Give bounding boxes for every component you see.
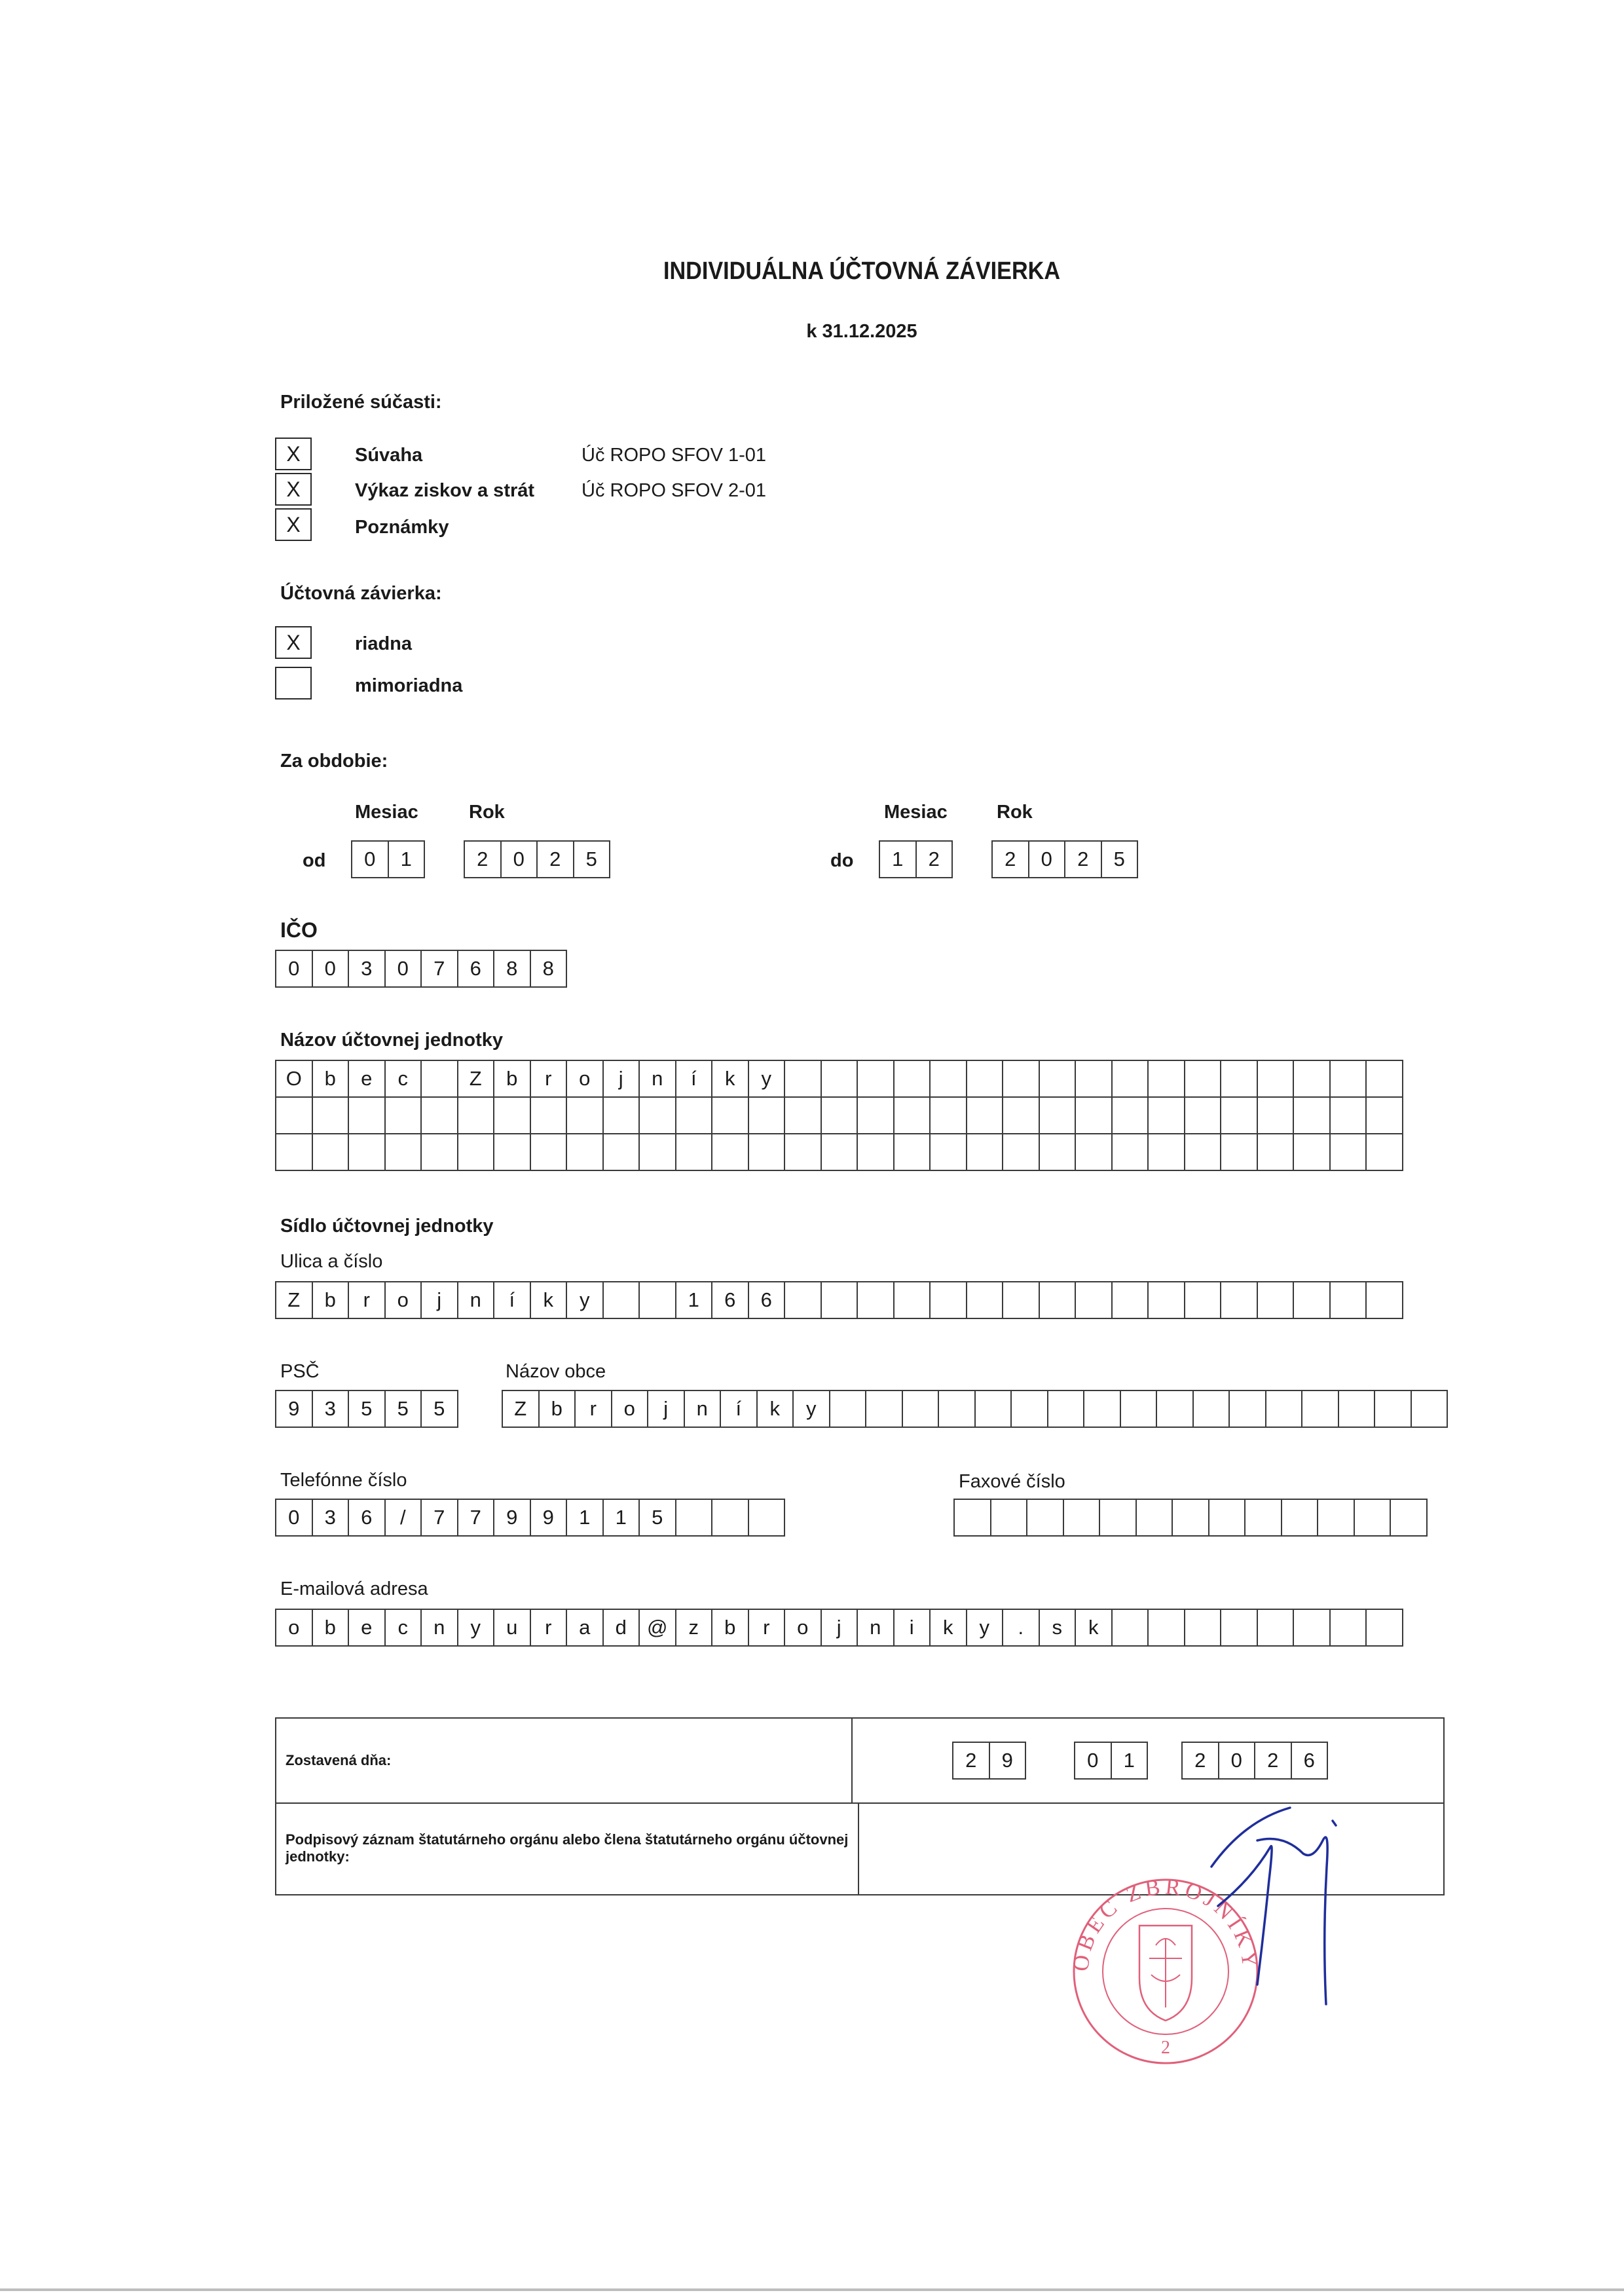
grid-cell[interactable]: 3	[348, 950, 386, 988]
grid-cell[interactable]	[312, 1096, 350, 1134]
attachment-label-vykaz: Výkaz ziskov a strát	[355, 480, 535, 501]
grid-cell[interactable]: 0	[1218, 1742, 1256, 1780]
grid-cell[interactable]	[675, 1133, 713, 1171]
grid-cell[interactable]	[1039, 1060, 1077, 1098]
closing-checkbox-riadna[interactable]: X	[275, 626, 312, 659]
grid-cell[interactable]: 0	[384, 950, 422, 988]
grid-cell[interactable]	[493, 1096, 531, 1134]
period-from-label: od	[303, 850, 326, 871]
grid-cell[interactable]: 7	[420, 950, 458, 988]
entity-name-field[interactable]	[275, 1060, 1403, 1171]
grid-cell[interactable]	[1244, 1499, 1282, 1537]
grid-cell[interactable]	[1257, 1609, 1295, 1647]
grid-cell[interactable]	[990, 1499, 1028, 1537]
grid-cell[interactable]	[1075, 1060, 1113, 1098]
grid-cell[interactable]: k	[711, 1060, 749, 1098]
grid-cell[interactable]	[1257, 1060, 1295, 1098]
grid-cell[interactable]	[1147, 1060, 1185, 1098]
grid-cell[interactable]: Z	[275, 1281, 313, 1319]
grid-cell[interactable]	[1075, 1096, 1113, 1134]
grid-cell[interactable]: b	[493, 1060, 531, 1098]
grid-cell[interactable]	[857, 1060, 895, 1098]
grid-cell[interactable]: n	[420, 1609, 458, 1647]
grid-cell[interactable]: 5	[573, 840, 611, 878]
grid-cell[interactable]: 2	[991, 840, 1029, 878]
compiled-day[interactable]	[952, 1742, 1026, 1780]
signature	[1192, 1795, 1388, 2017]
period-to-month[interactable]	[879, 840, 953, 878]
grid-cell[interactable]	[829, 1390, 867, 1428]
grid-cell[interactable]	[893, 1060, 931, 1098]
grid-cell[interactable]	[1111, 1060, 1149, 1098]
grid-cell[interactable]	[1047, 1390, 1085, 1428]
grid-cell[interactable]	[1075, 1281, 1113, 1319]
grid-cell[interactable]: y	[566, 1281, 604, 1319]
grid-cell[interactable]: 7	[457, 1499, 495, 1537]
grid-cell[interactable]	[1293, 1133, 1331, 1171]
grid-cell[interactable]	[1002, 1133, 1040, 1171]
grid-cell[interactable]	[1111, 1133, 1149, 1171]
entity-name-label: Názov účtovnej jednotky	[280, 1030, 504, 1051]
grid-cell[interactable]	[1293, 1060, 1331, 1098]
grid-cell[interactable]: 6	[748, 1281, 786, 1319]
closing-label-mimoriadna: mimoriadna	[355, 675, 463, 696]
grid-cell[interactable]	[1257, 1281, 1295, 1319]
period-to-year[interactable]	[991, 840, 1138, 878]
stamp-number: 2	[1161, 2038, 1170, 2058]
grid-cell[interactable]	[1329, 1096, 1367, 1134]
fax-field[interactable]	[953, 1499, 1428, 1537]
grid-cell[interactable]	[929, 1060, 967, 1098]
grid-cell[interactable]: 2	[1064, 840, 1102, 878]
grid-cell[interactable]: 2	[952, 1742, 990, 1780]
compiled-month[interactable]	[1074, 1742, 1148, 1780]
period-to-month-label: Mesiac	[884, 802, 948, 823]
attachment-label-poznamky: Poznámky	[355, 517, 449, 538]
grid-cell[interactable]: y	[966, 1609, 1004, 1647]
grid-cell[interactable]	[420, 1060, 458, 1098]
grid-cell[interactable]: 3	[312, 1499, 350, 1537]
grid-cell[interactable]	[1184, 1281, 1222, 1319]
grid-cell[interactable]	[1281, 1499, 1319, 1537]
grid-cell[interactable]	[1111, 1281, 1149, 1319]
grid-cell[interactable]: 6	[348, 1499, 386, 1537]
grid-cell[interactable]: 1	[675, 1281, 713, 1319]
grid-cell[interactable]: 0	[500, 840, 538, 878]
period-to-label: do	[830, 850, 854, 871]
period-to-year-label: Rok	[997, 802, 1033, 823]
attachment-code-suvaha: Úč ROPO SFOV 1-01	[581, 445, 767, 466]
grid-cell[interactable]	[1039, 1133, 1077, 1171]
email-field[interactable]	[275, 1609, 1403, 1647]
period-from-year-label: Rok	[469, 802, 505, 823]
grid-cell[interactable]: k	[756, 1390, 794, 1428]
grid-cell[interactable]: k	[530, 1281, 568, 1319]
entity-name-row-3	[275, 1133, 1403, 1171]
psc-field[interactable]	[275, 1390, 458, 1428]
grid-cell[interactable]: 8	[493, 950, 531, 988]
grid-cell[interactable]: d	[602, 1609, 640, 1647]
grid-cell[interactable]	[821, 1060, 858, 1098]
grid-cell[interactable]	[1075, 1133, 1113, 1171]
grid-cell[interactable]: j	[647, 1390, 685, 1428]
grid-cell[interactable]	[1147, 1609, 1185, 1647]
grid-cell[interactable]	[1257, 1096, 1295, 1134]
grid-cell[interactable]	[566, 1133, 604, 1171]
grid-cell[interactable]	[602, 1133, 640, 1171]
grid-cell[interactable]	[1184, 1060, 1222, 1098]
grid-cell[interactable]: b	[312, 1609, 350, 1647]
grid-cell[interactable]: 1	[388, 840, 426, 878]
grid-cell[interactable]: 6	[711, 1281, 749, 1319]
grid-cell[interactable]: s	[1039, 1609, 1077, 1647]
grid-cell[interactable]	[784, 1281, 822, 1319]
grid-cell[interactable]: .	[1002, 1609, 1040, 1647]
grid-cell[interactable]	[420, 1133, 458, 1171]
grid-cell[interactable]	[638, 1096, 676, 1134]
grid-cell[interactable]	[420, 1096, 458, 1134]
grid-cell[interactable]	[784, 1060, 822, 1098]
grid-cell[interactable]	[1220, 1609, 1258, 1647]
grid-cell[interactable]	[1039, 1096, 1077, 1134]
grid-cell[interactable]	[1147, 1133, 1185, 1171]
grid-cell[interactable]	[275, 1096, 313, 1134]
period-heading: Za obdobie:	[280, 751, 388, 772]
grid-cell[interactable]: c	[384, 1609, 422, 1647]
grid-cell[interactable]	[966, 1096, 1004, 1134]
grid-cell[interactable]	[893, 1133, 931, 1171]
grid-cell[interactable]	[1329, 1133, 1367, 1171]
grid-cell[interactable]	[966, 1281, 1004, 1319]
phone-field[interactable]	[275, 1499, 785, 1537]
grid-cell[interactable]	[1220, 1133, 1258, 1171]
grid-cell[interactable]	[1192, 1390, 1230, 1428]
period-from-month[interactable]	[351, 840, 425, 878]
grid-cell[interactable]: O	[275, 1060, 313, 1098]
grid-cell[interactable]: 6	[1291, 1742, 1329, 1780]
grid-cell[interactable]: 0	[1028, 840, 1066, 878]
grid-cell[interactable]	[1002, 1281, 1040, 1319]
grid-cell[interactable]: b	[711, 1609, 749, 1647]
grid-cell[interactable]	[348, 1096, 386, 1134]
signature-label: Podpisový záznam štatutárneho orgánu alebo člena štatutárneho orgánu účtovnej jednotky:	[276, 1802, 859, 1894]
scan-edge	[0, 2288, 1624, 2291]
grid-cell[interactable]: r	[748, 1609, 786, 1647]
grid-cell[interactable]: 0	[1074, 1742, 1112, 1780]
grid-cell[interactable]: Z	[502, 1390, 540, 1428]
grid-cell[interactable]: 1	[602, 1499, 640, 1537]
fax-label: Faxové číslo	[959, 1471, 1065, 1492]
grid-cell[interactable]	[1374, 1390, 1412, 1428]
grid-cell[interactable]: 3	[312, 1390, 350, 1428]
grid-cell[interactable]	[675, 1096, 713, 1134]
stamp-text: OBEC ZBROJNÍKY	[1069, 1875, 1263, 1973]
street-field[interactable]	[275, 1281, 1403, 1319]
grid-cell[interactable]: 9	[275, 1390, 313, 1428]
grid-cell[interactable]: j	[420, 1281, 458, 1319]
grid-cell[interactable]	[929, 1096, 967, 1134]
grid-cell[interactable]: a	[566, 1609, 604, 1647]
seat-heading: Sídlo účtovnej jednotky	[280, 1216, 494, 1237]
attachment-checkbox-suvaha[interactable]: X	[275, 438, 312, 470]
grid-cell[interactable]	[748, 1499, 786, 1537]
grid-cell[interactable]: 6	[457, 950, 495, 988]
grid-cell[interactable]	[953, 1499, 991, 1537]
attachments-heading: Priložené súčasti:	[280, 392, 442, 413]
grid-cell[interactable]	[1365, 1133, 1403, 1171]
grid-cell[interactable]: o	[784, 1609, 822, 1647]
grid-cell[interactable]: 2	[1181, 1742, 1219, 1780]
grid-cell[interactable]: e	[348, 1060, 386, 1098]
grid-cell[interactable]: í	[675, 1060, 713, 1098]
grid-cell[interactable]: 2	[464, 840, 502, 878]
grid-cell[interactable]	[711, 1096, 749, 1134]
grid-cell[interactable]: n	[857, 1609, 895, 1647]
grid-cell[interactable]	[1184, 1609, 1222, 1647]
entity-name-row-2	[275, 1096, 1403, 1134]
town-label: Názov obce	[506, 1361, 606, 1382]
grid-cell[interactable]	[1329, 1281, 1367, 1319]
grid-cell[interactable]: 2	[1254, 1742, 1292, 1780]
grid-cell[interactable]: 1	[1111, 1742, 1149, 1780]
grid-cell[interactable]: 0	[275, 950, 313, 988]
grid-cell[interactable]	[638, 1133, 676, 1171]
closing-label-riadna: riadna	[355, 633, 413, 654]
grid-cell[interactable]	[966, 1060, 1004, 1098]
closing-checkbox-mimoriadna[interactable]	[275, 667, 312, 700]
grid-cell[interactable]	[1365, 1060, 1403, 1098]
grid-cell[interactable]	[1111, 1609, 1149, 1647]
grid-cell[interactable]	[748, 1096, 786, 1134]
grid-cell[interactable]	[1063, 1499, 1101, 1537]
grid-cell[interactable]: b	[312, 1281, 350, 1319]
grid-cell[interactable]: n	[684, 1390, 722, 1428]
grid-cell[interactable]	[748, 1133, 786, 1171]
grid-cell[interactable]: b	[538, 1390, 576, 1428]
grid-cell[interactable]	[602, 1281, 640, 1319]
grid-cell[interactable]	[821, 1133, 858, 1171]
coat-of-arms-figure-icon	[1149, 1939, 1182, 2007]
closing-type-heading: Účtovná závierka:	[280, 583, 442, 604]
grid-cell[interactable]	[974, 1390, 1012, 1428]
grid-cell[interactable]	[711, 1133, 749, 1171]
entity-name-row-1	[275, 1060, 1403, 1098]
attachment-checkbox-vykaz[interactable]: X	[275, 473, 312, 506]
period-from-year[interactable]	[464, 840, 610, 878]
compiled-date-row	[276, 1719, 1443, 1804]
grid-cell[interactable]	[865, 1390, 903, 1428]
grid-cell[interactable]	[857, 1281, 895, 1319]
grid-cell[interactable]: k	[929, 1609, 967, 1647]
grid-cell[interactable]: n	[638, 1060, 676, 1098]
grid-cell[interactable]: o	[611, 1390, 649, 1428]
compiled-year[interactable]	[1181, 1742, 1328, 1780]
grid-cell[interactable]	[675, 1499, 713, 1537]
grid-cell[interactable]	[1156, 1390, 1194, 1428]
grid-cell[interactable]: Z	[457, 1060, 495, 1098]
grid-cell[interactable]	[784, 1096, 822, 1134]
grid-cell[interactable]	[1329, 1060, 1367, 1098]
town-field[interactable]	[502, 1390, 1448, 1428]
grid-cell[interactable]: j	[602, 1060, 640, 1098]
grid-cell[interactable]	[1228, 1390, 1266, 1428]
grid-cell[interactable]: c	[384, 1060, 422, 1098]
grid-cell[interactable]	[1365, 1609, 1403, 1647]
grid-cell[interactable]	[1365, 1096, 1403, 1134]
grid-cell[interactable]: n	[457, 1281, 495, 1319]
grid-cell[interactable]	[1026, 1499, 1064, 1537]
grid-cell[interactable]	[902, 1390, 940, 1428]
period-from-month-label: Mesiac	[355, 802, 418, 823]
grid-cell[interactable]: 5	[348, 1390, 386, 1428]
grid-cell[interactable]	[1147, 1096, 1185, 1134]
grid-cell[interactable]: r	[530, 1060, 568, 1098]
grid-cell[interactable]: /	[384, 1499, 422, 1537]
grid-cell[interactable]	[384, 1096, 422, 1134]
grid-cell[interactable]	[857, 1096, 895, 1134]
grid-cell[interactable]	[938, 1390, 976, 1428]
grid-cell[interactable]	[821, 1281, 858, 1319]
grid-cell[interactable]	[1293, 1281, 1331, 1319]
grid-cell[interactable]	[384, 1133, 422, 1171]
grid-cell[interactable]: 5	[638, 1499, 676, 1537]
grid-cell[interactable]: y	[792, 1390, 830, 1428]
grid-cell[interactable]	[1365, 1281, 1403, 1319]
grid-cell[interactable]: 1	[879, 840, 917, 878]
grid-cell[interactable]	[602, 1096, 640, 1134]
grid-cell[interactable]: o	[384, 1281, 422, 1319]
grid-cell[interactable]	[1172, 1499, 1209, 1537]
grid-cell[interactable]: 7	[420, 1499, 458, 1537]
grid-cell[interactable]	[711, 1499, 749, 1537]
phone-label: Telefónne číslo	[280, 1470, 407, 1491]
grid-cell[interactable]	[1010, 1390, 1048, 1428]
grid-cell[interactable]	[1220, 1281, 1258, 1319]
ico-field[interactable]	[275, 950, 567, 988]
grid-cell[interactable]: 5	[1101, 840, 1139, 878]
attachment-checkbox-poznamky[interactable]: X	[275, 508, 312, 541]
grid-cell[interactable]: í	[493, 1281, 531, 1319]
grid-cell[interactable]: o	[275, 1609, 313, 1647]
grid-cell[interactable]: o	[566, 1060, 604, 1098]
grid-cell[interactable]: r	[348, 1281, 386, 1319]
grid-cell[interactable]	[1099, 1499, 1137, 1537]
email-label: E-mailová adresa	[280, 1578, 428, 1599]
grid-cell[interactable]	[1147, 1281, 1185, 1319]
grid-cell[interactable]	[1039, 1281, 1077, 1319]
grid-cell[interactable]	[1317, 1499, 1355, 1537]
grid-cell[interactable]: r	[574, 1390, 612, 1428]
grid-cell[interactable]: 9	[989, 1742, 1027, 1780]
grid-cell[interactable]: í	[720, 1390, 758, 1428]
grid-cell[interactable]	[530, 1096, 568, 1134]
grid-cell[interactable]	[275, 1133, 313, 1171]
grid-cell[interactable]	[638, 1281, 676, 1319]
grid-cell[interactable]	[493, 1133, 531, 1171]
grid-cell[interactable]	[1390, 1499, 1428, 1537]
grid-cell[interactable]: 8	[530, 950, 568, 988]
grid-cell[interactable]	[312, 1133, 350, 1171]
grid-cell[interactable]: z	[675, 1609, 713, 1647]
grid-cell[interactable]: 0	[312, 950, 350, 988]
grid-cell[interactable]: e	[348, 1609, 386, 1647]
grid-cell[interactable]	[857, 1133, 895, 1171]
grid-cell[interactable]	[1002, 1096, 1040, 1134]
grid-cell[interactable]	[1293, 1096, 1331, 1134]
grid-cell[interactable]	[1208, 1499, 1246, 1537]
grid-cell[interactable]	[1329, 1609, 1367, 1647]
grid-cell[interactable]	[348, 1133, 386, 1171]
grid-cell[interactable]	[966, 1133, 1004, 1171]
grid-cell[interactable]: 9	[530, 1499, 568, 1537]
grid-cell[interactable]	[929, 1133, 967, 1171]
grid-cell[interactable]	[1002, 1060, 1040, 1098]
grid-cell[interactable]: @	[638, 1609, 676, 1647]
grid-cell[interactable]	[784, 1133, 822, 1171]
grid-cell[interactable]	[1411, 1390, 1449, 1428]
document-date: k 31.12.2025	[806, 321, 917, 342]
grid-cell[interactable]	[1184, 1096, 1222, 1134]
grid-cell[interactable]: 1	[566, 1499, 604, 1537]
grid-cell[interactable]	[457, 1096, 495, 1134]
grid-cell[interactable]: j	[821, 1609, 858, 1647]
grid-cell[interactable]: b	[312, 1060, 350, 1098]
grid-cell[interactable]	[893, 1281, 931, 1319]
grid-cell[interactable]	[1265, 1390, 1303, 1428]
grid-cell[interactable]	[893, 1096, 931, 1134]
grid-cell[interactable]	[1111, 1096, 1149, 1134]
grid-cell[interactable]: 5	[384, 1390, 422, 1428]
grid-cell[interactable]: 9	[493, 1499, 531, 1537]
grid-cell[interactable]	[1257, 1133, 1295, 1171]
grid-cell[interactable]	[457, 1133, 495, 1171]
grid-cell[interactable]: 2	[915, 840, 953, 878]
grid-cell[interactable]: 2	[536, 840, 574, 878]
grid-cell[interactable]	[1083, 1390, 1121, 1428]
grid-cell[interactable]: 5	[420, 1390, 458, 1428]
grid-cell[interactable]: 0	[351, 840, 389, 878]
grid-cell[interactable]	[1120, 1390, 1158, 1428]
grid-cell[interactable]	[1301, 1390, 1339, 1428]
document-title: INDIVIDUÁLNA ÚČTOVNÁ ZÁVIERKA	[663, 257, 1061, 285]
grid-cell[interactable]	[1338, 1390, 1376, 1428]
grid-cell[interactable]: i	[893, 1609, 931, 1647]
street-label: Ulica a číslo	[280, 1251, 383, 1272]
grid-cell[interactable]: k	[1075, 1609, 1113, 1647]
grid-cell[interactable]	[1354, 1499, 1392, 1537]
grid-cell[interactable]	[821, 1096, 858, 1134]
grid-cell[interactable]	[1220, 1060, 1258, 1098]
grid-cell[interactable]: r	[530, 1609, 568, 1647]
grid-cell[interactable]	[530, 1133, 568, 1171]
compiled-date-label: Zostavená dňa:	[276, 1719, 853, 1802]
grid-cell[interactable]: 0	[275, 1499, 313, 1537]
attachment-label-suvaha: Súvaha	[355, 445, 423, 466]
attachment-code-vykaz: Úč ROPO SFOV 2-01	[581, 480, 767, 501]
grid-cell[interactable]	[1184, 1133, 1222, 1171]
grid-cell[interactable]	[929, 1281, 967, 1319]
grid-cell[interactable]	[1135, 1499, 1173, 1537]
grid-cell[interactable]	[566, 1096, 604, 1134]
grid-cell[interactable]	[1220, 1096, 1258, 1134]
grid-cell[interactable]: u	[493, 1609, 531, 1647]
grid-cell[interactable]	[1293, 1609, 1331, 1647]
grid-cell[interactable]: y	[457, 1609, 495, 1647]
grid-cell[interactable]: y	[748, 1060, 786, 1098]
ico-label: IČO	[280, 918, 318, 942]
psc-label: PSČ	[280, 1361, 320, 1382]
